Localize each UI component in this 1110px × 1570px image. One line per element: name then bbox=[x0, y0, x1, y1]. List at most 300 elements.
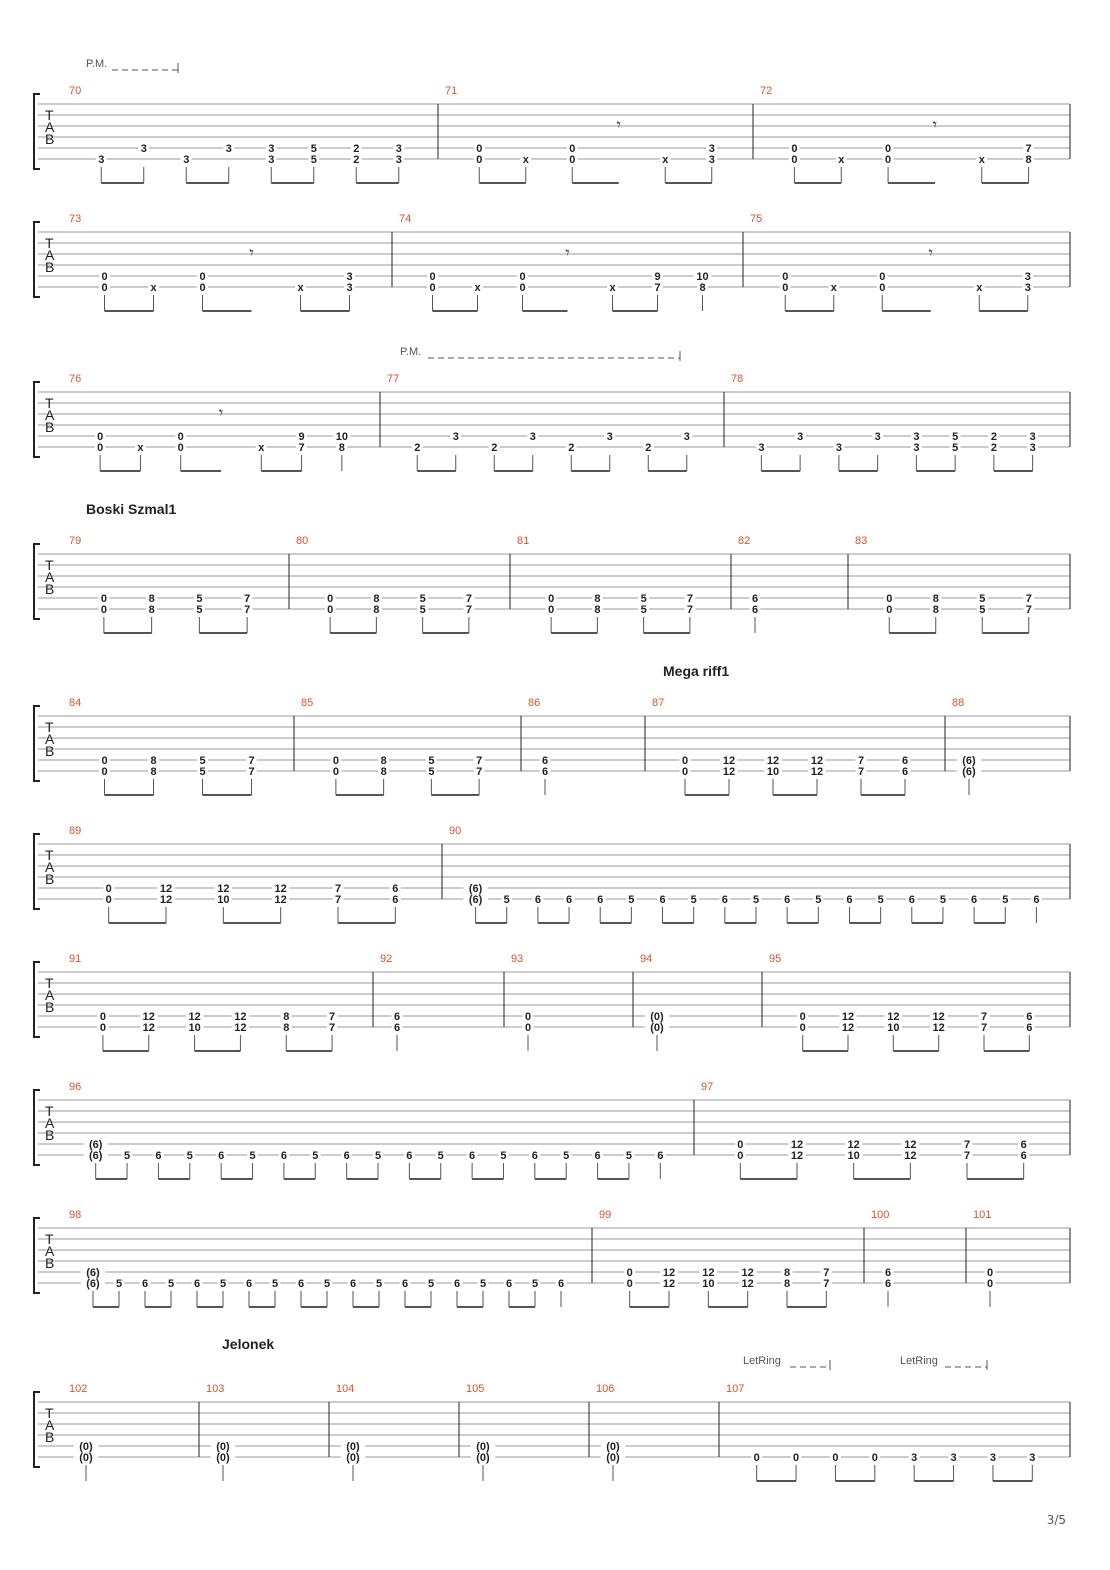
fret-number: 6 bbox=[721, 894, 728, 906]
tab-clef-letter: T bbox=[45, 557, 54, 573]
fret-number: 6 bbox=[393, 1011, 401, 1023]
measure-number: 95 bbox=[769, 953, 782, 965]
fret-number: 5 bbox=[186, 1150, 193, 1162]
fret-number: 3 bbox=[225, 143, 232, 155]
fret-number: 0 bbox=[569, 143, 576, 155]
fret-number: 6 bbox=[218, 1150, 225, 1162]
fret-number: 7 bbox=[963, 1139, 971, 1151]
fret-number: 6 bbox=[469, 1150, 476, 1162]
fret-number: 12 bbox=[741, 1278, 754, 1290]
fret-number: 5 bbox=[310, 143, 317, 155]
fret-number: 0 bbox=[177, 431, 184, 443]
dead-note: x bbox=[258, 442, 265, 454]
fret-number: 7 bbox=[298, 442, 305, 454]
fret-number: 8 bbox=[148, 604, 155, 616]
measure-79 bbox=[69, 535, 253, 633]
fret-number: 0 bbox=[986, 1278, 994, 1290]
fret-number: 3 bbox=[683, 431, 690, 443]
fret-number: 12 bbox=[841, 1022, 855, 1034]
fret-number: 0 bbox=[177, 442, 184, 454]
fret-number: 5 bbox=[428, 755, 435, 767]
fret-number: 0 bbox=[871, 1452, 878, 1464]
measure-87 bbox=[652, 697, 910, 795]
fret-number: 6 bbox=[393, 1022, 401, 1034]
tab-clef-letter: A bbox=[45, 407, 55, 423]
fret-number: (0) bbox=[216, 1441, 230, 1453]
system-bracket bbox=[34, 706, 40, 781]
fret-number: 6 bbox=[659, 894, 666, 906]
measure-number: 96 bbox=[69, 1081, 82, 1093]
fret-number: 3 bbox=[346, 271, 353, 283]
fret-number: 6 bbox=[406, 1150, 413, 1162]
fret-number: 6 bbox=[594, 1150, 601, 1162]
fret-number: 0 bbox=[101, 755, 108, 767]
measure-number: 98 bbox=[69, 1209, 82, 1221]
tab-clef-letter: T bbox=[45, 107, 54, 123]
fret-number: 7 bbox=[823, 1267, 830, 1279]
fret-number: 8 bbox=[380, 766, 387, 778]
measure-number: 85 bbox=[301, 697, 314, 709]
measure-83 bbox=[855, 535, 1034, 633]
fret-number: 3 bbox=[708, 143, 715, 155]
fret-number: 0 bbox=[476, 154, 483, 166]
fret-number: 0 bbox=[97, 431, 104, 443]
fret-number: 6 bbox=[392, 883, 399, 895]
fret-number: 8 bbox=[338, 442, 345, 454]
fret-number: 0 bbox=[782, 271, 789, 283]
fret-number: 0 bbox=[105, 894, 112, 906]
fret-number: 0 bbox=[519, 271, 526, 283]
fret-number: 5 bbox=[563, 1150, 570, 1162]
fret-number: 6 bbox=[846, 894, 853, 906]
fret-number: 6 bbox=[751, 593, 759, 605]
tab-clef-letter: T bbox=[45, 395, 54, 411]
fret-number: 0 bbox=[524, 1022, 532, 1034]
fret-number: 5 bbox=[419, 604, 426, 616]
tab-clef-letter: T bbox=[45, 1103, 54, 1119]
fret-number: 12 bbox=[662, 1267, 676, 1279]
fret-number: 5 bbox=[640, 604, 647, 616]
fret-number: 12 bbox=[142, 1022, 155, 1034]
fret-number: 3 bbox=[797, 431, 804, 443]
fret-number: 0 bbox=[753, 1452, 760, 1464]
fret-number: 7 bbox=[980, 1011, 988, 1023]
tab-system-4 bbox=[34, 501, 1070, 633]
fret-number: 0 bbox=[429, 282, 436, 294]
measure-86 bbox=[528, 697, 550, 795]
fret-number: 5 bbox=[877, 894, 884, 906]
dead-note: x bbox=[137, 442, 144, 454]
tab-clef-letter: T bbox=[45, 1405, 54, 1421]
fret-number: (6) bbox=[468, 883, 483, 895]
measure-92 bbox=[380, 953, 402, 1051]
tab-system-2 bbox=[34, 213, 1070, 311]
system-bracket bbox=[34, 1392, 40, 1467]
fret-number: 12 bbox=[722, 755, 736, 767]
fret-number: 2 bbox=[990, 442, 997, 454]
tab-clef-letter: B bbox=[45, 581, 55, 597]
fret-number: (0) bbox=[476, 1452, 490, 1464]
fret-number: 7 bbox=[244, 593, 251, 605]
fret-number: 6 bbox=[597, 894, 604, 906]
fret-number: 6 bbox=[884, 1267, 892, 1279]
measure-number: 88 bbox=[952, 697, 965, 709]
measure-102 bbox=[69, 1383, 98, 1481]
tab-clef-letter: A bbox=[45, 987, 55, 1003]
tab-clef-letter: B bbox=[45, 999, 55, 1015]
fret-number: 12 bbox=[702, 1267, 715, 1279]
fret-number: 10 bbox=[335, 431, 348, 443]
fret-number: 7 bbox=[465, 604, 472, 616]
fret-number: 3 bbox=[452, 431, 459, 443]
fret-number: 0 bbox=[782, 282, 789, 294]
measure-number: 104 bbox=[336, 1383, 355, 1395]
measure-number: 72 bbox=[760, 85, 773, 97]
fret-number: 5 bbox=[219, 1278, 227, 1290]
dead-note: x bbox=[474, 282, 481, 294]
measure-95 bbox=[769, 953, 1035, 1051]
fret-number: 12 bbox=[274, 883, 287, 895]
fret-number: 0 bbox=[569, 154, 576, 166]
fret-number: 2 bbox=[353, 154, 360, 166]
fret-number: 3 bbox=[1029, 442, 1036, 454]
tab-clef-letter: B bbox=[45, 259, 55, 275]
fret-number: 2 bbox=[990, 431, 997, 443]
fret-number: 6 bbox=[657, 1150, 664, 1162]
fret-number: 3 bbox=[140, 143, 147, 155]
fret-number: 12 bbox=[159, 894, 173, 906]
measure-number: 97 bbox=[701, 1081, 714, 1093]
fret-number: 5 bbox=[503, 894, 510, 906]
fret-number: 10 bbox=[847, 1150, 860, 1162]
fret-number: 12 bbox=[810, 755, 824, 767]
system-bracket bbox=[34, 222, 40, 297]
fret-number: (0) bbox=[346, 1452, 360, 1464]
fret-number: 0 bbox=[327, 604, 334, 616]
fret-number: (0) bbox=[476, 1441, 490, 1453]
fret-number: 3 bbox=[98, 154, 105, 166]
measure-75 bbox=[750, 213, 1033, 311]
measure-number: 71 bbox=[445, 85, 458, 97]
fret-number: 3 bbox=[1024, 271, 1031, 283]
fret-number: 5 bbox=[196, 604, 203, 616]
fret-number: 5 bbox=[427, 1278, 435, 1290]
measure-number: 86 bbox=[528, 697, 541, 709]
fret-number: 6 bbox=[534, 894, 541, 906]
fret-number: 0 bbox=[737, 1139, 744, 1151]
measure-number: 82 bbox=[738, 535, 751, 547]
measure-76 bbox=[69, 373, 351, 471]
rest-symbol: 𝄾 bbox=[932, 117, 938, 134]
fret-number: 5 bbox=[952, 442, 959, 454]
fret-number: 6 bbox=[541, 766, 549, 778]
measure-number: 73 bbox=[69, 213, 82, 225]
tab-clef-letter: A bbox=[45, 859, 55, 875]
fret-number: 0 bbox=[626, 1267, 633, 1279]
fret-number: (6) bbox=[962, 766, 976, 778]
section-title: Jelonek bbox=[222, 1336, 275, 1352]
fret-number: 7 bbox=[857, 755, 865, 767]
fret-number: 6 bbox=[245, 1278, 253, 1290]
fret-number: 6 bbox=[901, 766, 909, 778]
fret-number: 5 bbox=[199, 766, 206, 778]
measure-96 bbox=[69, 1081, 666, 1179]
fret-number: 12 bbox=[188, 1011, 201, 1023]
fret-number: 3 bbox=[1029, 1452, 1036, 1464]
rest-symbol: 𝄾 bbox=[218, 405, 224, 422]
fret-number: (6) bbox=[88, 1139, 103, 1151]
fret-number: 7 bbox=[1025, 143, 1032, 155]
fret-number: 0 bbox=[101, 282, 108, 294]
fret-number: 9 bbox=[654, 271, 661, 283]
fret-number: 5 bbox=[479, 1278, 487, 1290]
fret-number: 0 bbox=[99, 1022, 106, 1034]
tab-clef-letter: B bbox=[45, 131, 55, 147]
fret-number: 5 bbox=[952, 431, 959, 443]
fret-number: 0 bbox=[332, 755, 339, 767]
fret-number: 10 bbox=[188, 1022, 201, 1034]
fret-number: 6 bbox=[141, 1278, 149, 1290]
palm-mute-label: P.M. bbox=[86, 58, 108, 70]
fret-number: 7 bbox=[329, 1022, 336, 1034]
rest-symbol: 𝄾 bbox=[249, 245, 254, 262]
fret-number: 0 bbox=[681, 755, 689, 767]
fret-number: 5 bbox=[123, 1150, 131, 1162]
fret-number: 2 bbox=[645, 442, 652, 454]
fret-number: 7 bbox=[248, 755, 255, 767]
fret-number: 0 bbox=[548, 593, 555, 605]
fret-number: 6 bbox=[751, 604, 759, 616]
section-title: Boski Szmal1 bbox=[86, 501, 177, 517]
dead-note: x bbox=[609, 282, 616, 294]
fret-number: 10 bbox=[696, 271, 709, 283]
measure-number: 76 bbox=[69, 373, 82, 385]
fret-number: 3 bbox=[268, 154, 275, 166]
fret-number: (6) bbox=[86, 1267, 100, 1279]
measure-number: 78 bbox=[731, 373, 744, 385]
fret-number: 5 bbox=[939, 894, 947, 906]
fret-number: 12 bbox=[932, 1011, 945, 1023]
system-bracket bbox=[34, 94, 40, 169]
fret-number: 5 bbox=[625, 1150, 633, 1162]
measure-81 bbox=[517, 535, 695, 633]
fret-number: 12 bbox=[159, 883, 173, 895]
rest-symbol: 𝄾 bbox=[565, 245, 570, 262]
fret-number: 3 bbox=[874, 431, 881, 443]
fret-number: 5 bbox=[815, 894, 822, 906]
fret-number: 5 bbox=[375, 1278, 383, 1290]
dead-note: x bbox=[978, 154, 985, 166]
fret-number: 3 bbox=[1029, 431, 1036, 443]
fret-number: (6) bbox=[468, 894, 483, 906]
fret-number: 3 bbox=[708, 154, 715, 166]
fret-number: 3 bbox=[950, 1452, 957, 1464]
fret-number: (0) bbox=[79, 1441, 93, 1453]
measure-90 bbox=[449, 825, 1042, 923]
dead-note: x bbox=[662, 154, 669, 166]
fret-number: 0 bbox=[476, 143, 483, 155]
tab-clef-letter: B bbox=[45, 871, 55, 887]
fret-number: 6 bbox=[908, 894, 915, 906]
tab-clef-letter: B bbox=[45, 1429, 55, 1445]
tab-clef-letter: A bbox=[45, 119, 55, 135]
fret-number: 0 bbox=[327, 593, 334, 605]
measure-107 bbox=[726, 1383, 1038, 1481]
fret-number: 6 bbox=[784, 894, 791, 906]
fret-number: 5 bbox=[752, 894, 760, 906]
fret-number: (0) bbox=[606, 1441, 620, 1453]
tab-clef-letter: B bbox=[45, 419, 55, 435]
tab-clef-letter: A bbox=[45, 247, 55, 263]
system-bracket bbox=[34, 544, 40, 619]
fret-number: 12 bbox=[766, 755, 780, 767]
fret-number: 0 bbox=[886, 604, 893, 616]
fret-number: 7 bbox=[823, 1278, 830, 1290]
fret-number: 0 bbox=[879, 282, 886, 294]
fret-number: 7 bbox=[329, 1011, 336, 1023]
fret-number: 3 bbox=[913, 442, 920, 454]
fret-number: 0 bbox=[793, 1452, 800, 1464]
fret-number: 0 bbox=[105, 883, 112, 895]
fret-number: 6 bbox=[541, 755, 549, 767]
fret-number: 7 bbox=[244, 604, 251, 616]
tab-system-5 bbox=[34, 663, 1070, 795]
measure-104 bbox=[336, 1383, 365, 1481]
fret-number: 5 bbox=[196, 593, 203, 605]
fret-number: 0 bbox=[100, 604, 107, 616]
fret-number: 5 bbox=[249, 1150, 256, 1162]
measure-91 bbox=[69, 953, 337, 1051]
measure-number: 91 bbox=[69, 953, 82, 965]
measure-97 bbox=[701, 1081, 1029, 1179]
system-bracket bbox=[34, 1090, 40, 1165]
measure-number: 77 bbox=[387, 373, 400, 385]
fret-number: 8 bbox=[148, 593, 155, 605]
fret-number: 8 bbox=[373, 593, 380, 605]
dead-note: x bbox=[838, 154, 845, 166]
fret-number: (0) bbox=[606, 1452, 620, 1464]
fret-number: 8 bbox=[594, 593, 601, 605]
fret-number: (6) bbox=[88, 1150, 103, 1162]
fret-number: (0) bbox=[79, 1452, 93, 1464]
fret-number: 0 bbox=[97, 442, 104, 454]
fret-number: 12 bbox=[847, 1139, 860, 1151]
fret-number: (0) bbox=[346, 1441, 360, 1453]
fret-number: 12 bbox=[887, 1011, 900, 1023]
tab-clef-letter: B bbox=[45, 1127, 55, 1143]
fret-number: 2 bbox=[491, 442, 498, 454]
measure-number: 105 bbox=[466, 1383, 485, 1395]
fret-number: 8 bbox=[373, 604, 380, 616]
fret-number: 5 bbox=[428, 766, 435, 778]
measure-94 bbox=[640, 953, 669, 1051]
measure-99 bbox=[599, 1209, 832, 1307]
fret-number: 6 bbox=[1020, 1150, 1027, 1162]
measure-88 bbox=[952, 697, 981, 795]
fret-number: 12 bbox=[841, 1011, 855, 1023]
dead-note: x bbox=[830, 282, 837, 294]
fret-number: 7 bbox=[980, 1022, 988, 1034]
fret-number: 3 bbox=[989, 1452, 996, 1464]
fret-number: 7 bbox=[1025, 604, 1032, 616]
fret-number: 7 bbox=[1025, 593, 1032, 605]
fret-number: 12 bbox=[662, 1278, 676, 1290]
fret-number: 0 bbox=[101, 271, 108, 283]
fret-number: 12 bbox=[234, 1022, 247, 1034]
system-bracket bbox=[34, 962, 40, 1037]
fret-number: 0 bbox=[832, 1452, 839, 1464]
fret-number: 3 bbox=[758, 442, 765, 454]
fret-number: 0 bbox=[879, 271, 886, 283]
tab-system-7 bbox=[34, 953, 1070, 1051]
tab-clef-letter: T bbox=[45, 847, 54, 863]
tab-system-1 bbox=[34, 58, 1070, 183]
fret-number: 10 bbox=[887, 1022, 900, 1034]
fret-number: 0 bbox=[519, 282, 526, 294]
measure-106 bbox=[596, 1383, 625, 1481]
fret-number: 2 bbox=[353, 143, 360, 155]
fret-number: 6 bbox=[392, 894, 399, 906]
fret-number: 0 bbox=[885, 143, 892, 155]
fret-number: 10 bbox=[702, 1278, 715, 1290]
measure-number: 75 bbox=[750, 213, 763, 225]
fret-number: (6) bbox=[86, 1278, 100, 1290]
fret-number: 6 bbox=[505, 1278, 513, 1290]
fret-number: 6 bbox=[193, 1278, 201, 1290]
tab-clef-letter: B bbox=[45, 1255, 55, 1271]
fret-number: 8 bbox=[932, 604, 939, 616]
fret-number: 0 bbox=[199, 282, 206, 294]
dead-note: x bbox=[297, 282, 304, 294]
fret-number: 12 bbox=[217, 883, 230, 895]
fret-number: 7 bbox=[686, 604, 693, 616]
fret-number: 5 bbox=[419, 593, 426, 605]
fret-number: 5 bbox=[531, 1278, 539, 1290]
fret-number: 8 bbox=[783, 1278, 791, 1290]
fret-number: 7 bbox=[334, 883, 342, 895]
fret-number: 7 bbox=[248, 766, 255, 778]
rest-symbol: 𝄾 bbox=[616, 117, 621, 134]
measure-85 bbox=[301, 697, 485, 795]
measure-number: 106 bbox=[596, 1383, 615, 1395]
fret-number: 6 bbox=[531, 1150, 538, 1162]
fret-number: 6 bbox=[453, 1278, 461, 1290]
fret-number: 6 bbox=[155, 1150, 162, 1162]
fret-number: 12 bbox=[741, 1267, 754, 1279]
fret-number: 6 bbox=[901, 755, 909, 767]
measure-73 bbox=[69, 213, 355, 311]
fret-number: 5 bbox=[690, 894, 697, 906]
fret-number: 3 bbox=[606, 431, 613, 443]
measure-103 bbox=[206, 1383, 235, 1481]
measure-number: 80 bbox=[296, 535, 309, 547]
fret-number: 8 bbox=[150, 766, 157, 778]
fret-number: 12 bbox=[274, 894, 287, 906]
measure-number: 102 bbox=[69, 1383, 88, 1395]
fret-number: 7 bbox=[963, 1150, 971, 1162]
fret-number: 3 bbox=[1024, 282, 1031, 294]
let-ring-label: LetRing bbox=[900, 1355, 938, 1367]
let-ring-label: LetRing bbox=[743, 1355, 781, 1367]
dead-note: x bbox=[976, 282, 983, 294]
fret-number: 0 bbox=[886, 593, 893, 605]
fret-number: 6 bbox=[1026, 1022, 1033, 1034]
fret-number: 8 bbox=[283, 1011, 290, 1023]
measure-77 bbox=[387, 373, 692, 471]
measure-105 bbox=[466, 1383, 495, 1481]
fret-number: 5 bbox=[640, 593, 647, 605]
fret-number: 3 bbox=[911, 1452, 918, 1464]
